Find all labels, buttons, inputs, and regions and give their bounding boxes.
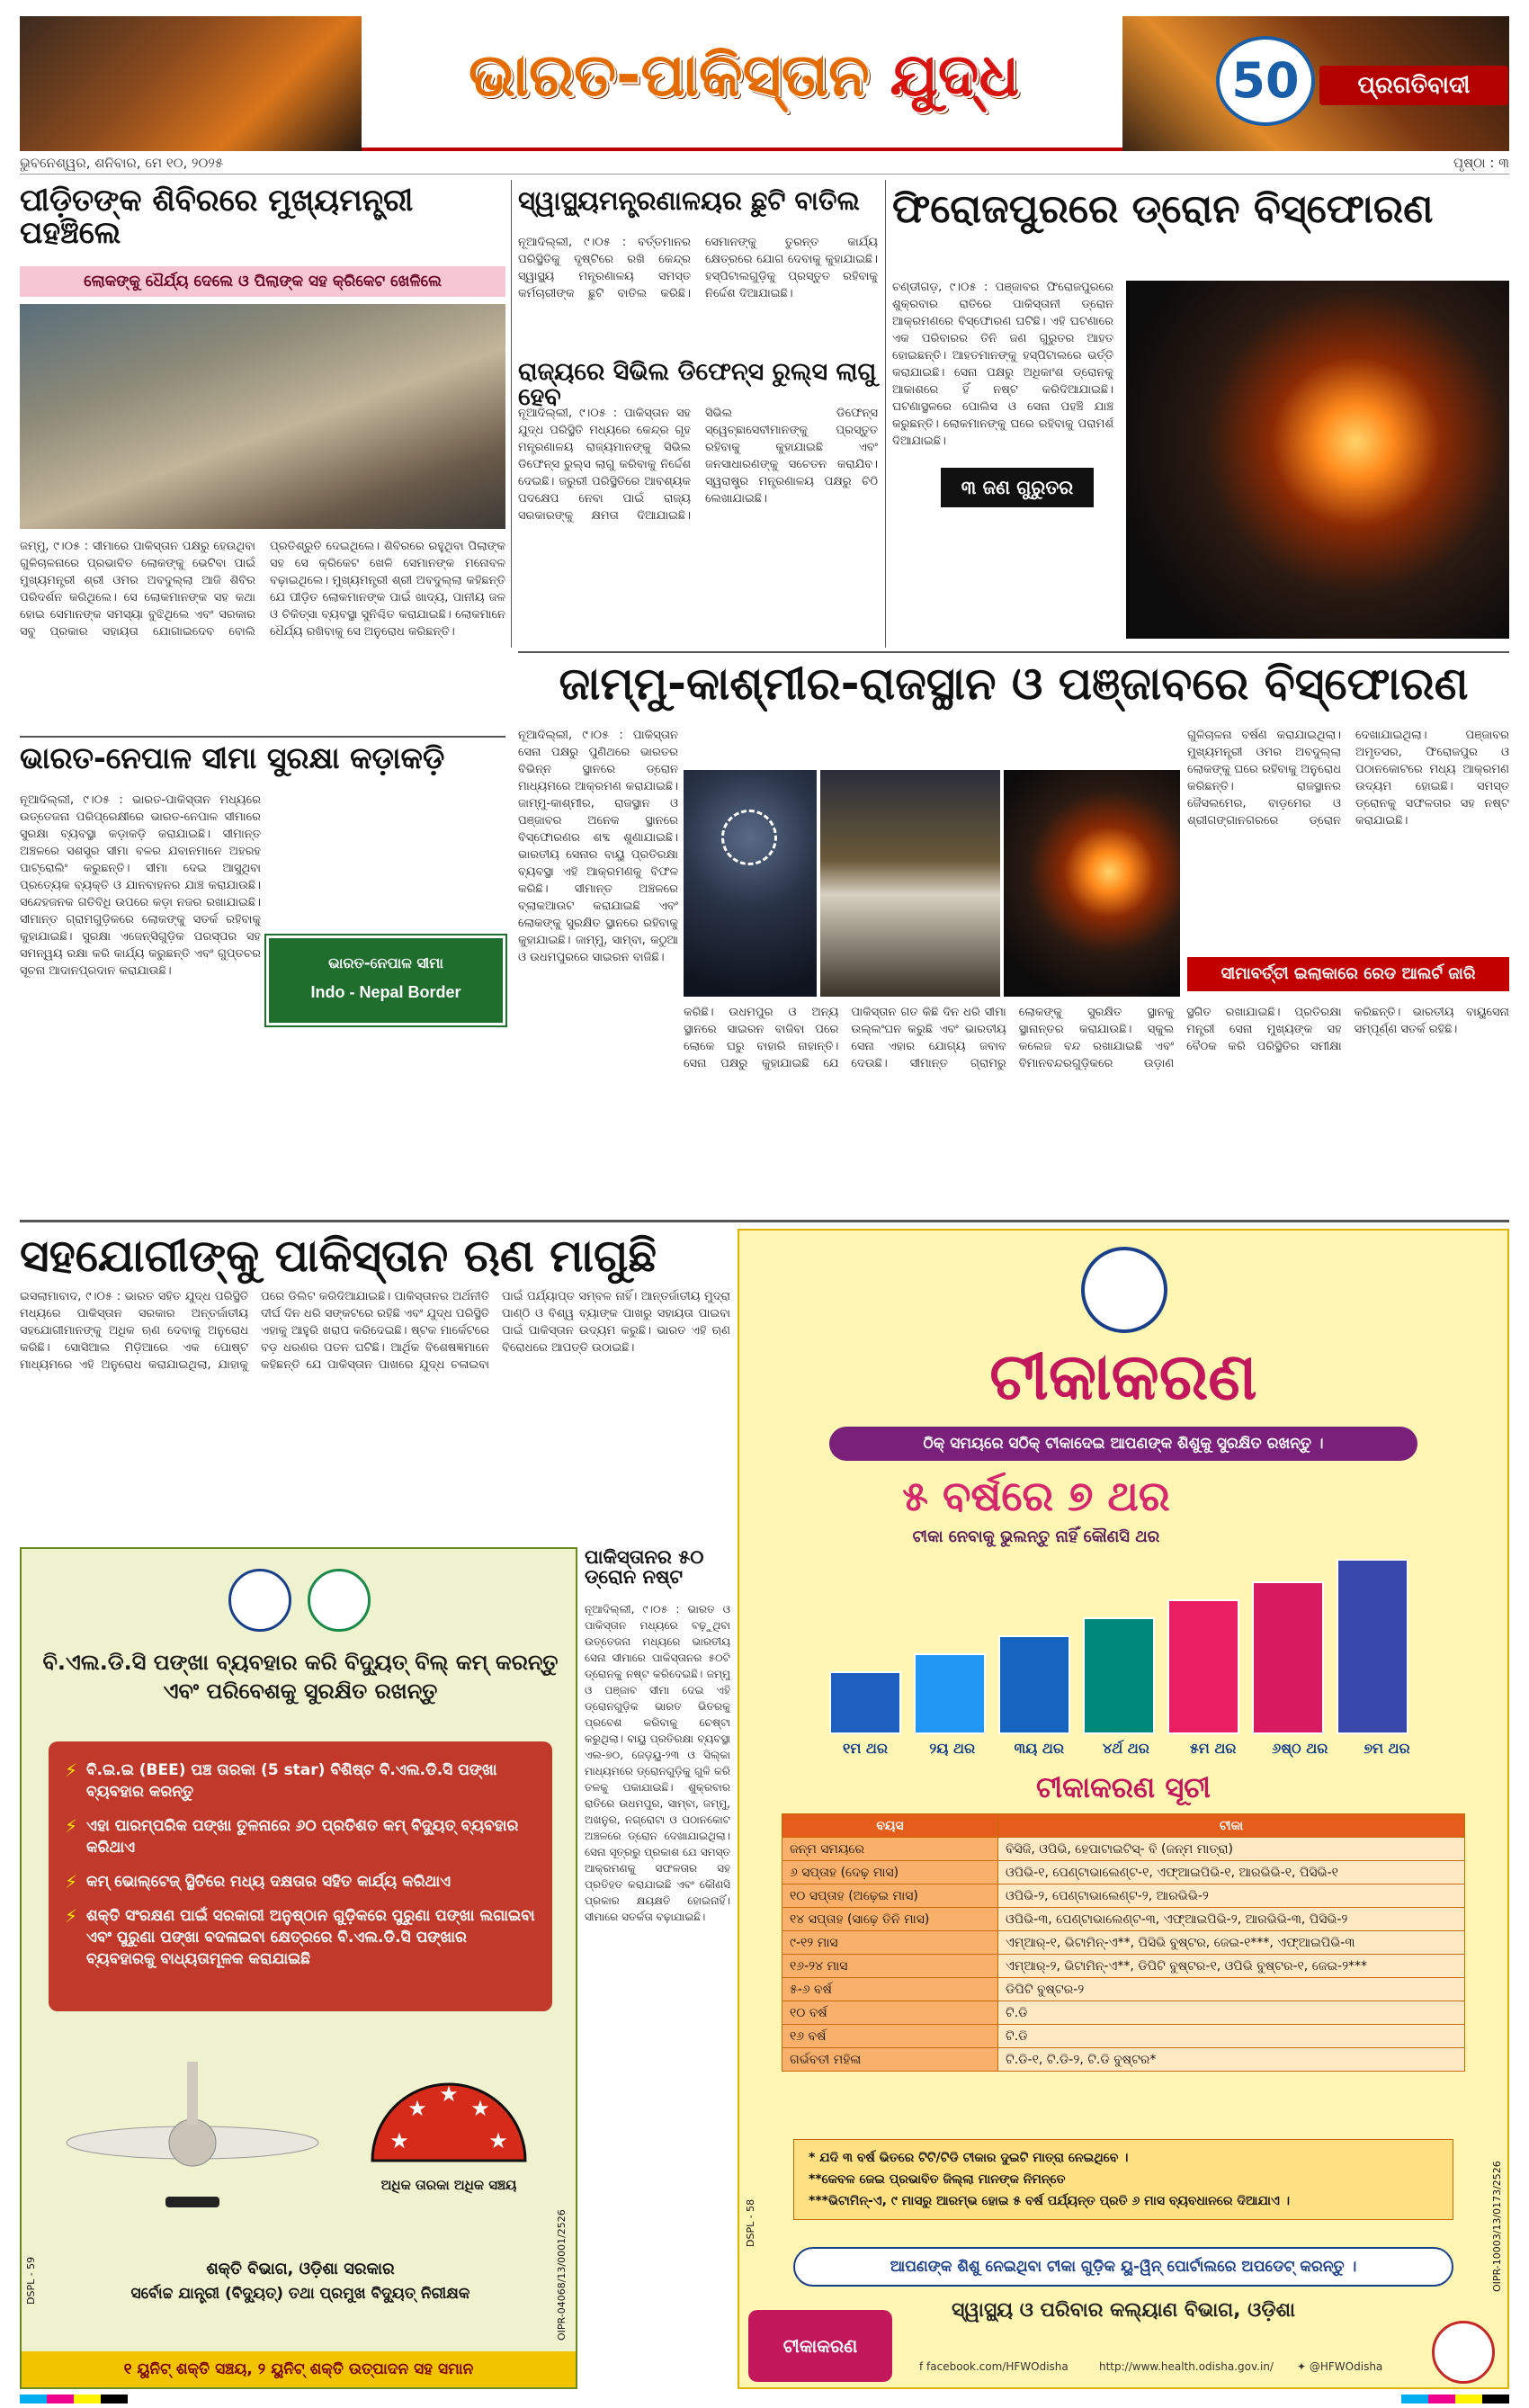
cell-vaccine: ଏମ୍ଆର୍-୨, ଭିଟାମିନ୍-ଏ**, ଡିପିଟି ବୁଷ୍ଟର-୧, ଓପିଭି ବୁଷ୍ଟର-୧, ଜେଇ-୨*** <box>998 1955 1465 1978</box>
table-row <box>782 1884 1465 1908</box>
ad-vaccination <box>738 1229 1509 2389</box>
uwin-banner: ଆପଣଙ୍କ ଶିଶୁ ନେଇଥିବା ଟୀକା ଗୁଡ଼ିକ ୟୁ-ୱିନ୍ ପୋର୍ଟାଲରେ ଅପଡେଟ୍ କରନ୍ତୁ । <box>793 2247 1453 2287</box>
schedule-title: ଟୀକାକରଣ ସୂଚୀ <box>1036 1770 1211 1804</box>
twitter-icon: ✦ <box>1297 2360 1310 2373</box>
energy-dept-logo-icon <box>308 1569 371 1632</box>
tikakaran-logo: ଟୀକାକରଣ <box>748 2310 892 2382</box>
column-rule <box>885 180 886 648</box>
round-label: ୧ମ ଥର <box>843 1740 888 1757</box>
five-star-rating-icon <box>363 2062 534 2170</box>
body-jk-left-2 <box>518 1004 678 1218</box>
ad-fan-bullet <box>65 1871 536 1893</box>
headline-civil-defence: ରାଜ୍ୟରେ ସିଭିଲ ଡିଫେନ୍ସ ରୁଲ୍ସ ଲାଗୁ ହେବ <box>518 358 877 412</box>
cell-age: ଜନ୍ମ ସମୟରେ <box>782 1838 998 1861</box>
cell-age: ୯-୧୨ ମାସ <box>782 1931 998 1955</box>
ceiling-fan-image <box>58 2053 327 2224</box>
table-row <box>782 1838 1465 1861</box>
round-label: ୨ୟ ଥର <box>929 1740 976 1757</box>
cell-vaccine: ଟି.ଡି <box>998 2001 1465 2025</box>
round-label: ୫ମ ଥର <box>1189 1740 1237 1757</box>
round-6-card <box>1252 1581 1324 1734</box>
lightning-icon: ⚡ <box>65 1905 78 1927</box>
nhm-logo-icon <box>1432 2321 1495 2384</box>
ad-vaccine-tagline: ଠିକ୍ ସମୟରେ ସଠିକ୍ ଟୀକାଦେଇ ଆପଣଙ୍କ ଶିଶୁକୁ ସୁରକ୍ଷିତ ରଖନ୍ତୁ । <box>829 1427 1417 1461</box>
ad-fan-bullet <box>65 1815 536 1858</box>
body-ferozepur-drone: ଚଣ୍ଡୀଗଡ଼, ୯।୦୫ : ପଞ୍ଜାବର ଫିରୋଜପୁରରେ ଶୁକ୍ରବାର ରାତିରେ ପାକିସ୍ତାନୀ ଡ୍ରୋନ ଆକ୍ରମଣରେ ବିସ୍ଫୋରଣ ଘଟିଛି। ଏହି ଘଟଣାରେ ଏକ ପରିବାରର ତିନି ଜଣ ଗୁରୁତର ଆହତ ହୋଇଛନ୍ତି। ଆହତମାନଙ୍କୁ ହସ୍ପିଟାଲରେ ଭର୍ତ୍ତି କରାଯାଇଛି। ସେନା ପକ୍ଷରୁ ଅଧିକାଂଶ ଡ୍ରୋନକୁ ଆକାଶରେ ହିଁ ନଷ୍ଟ କରିଦିଆଯାଇଛି। ଘଟଣାସ୍ଥଳରେ ପୋଲିସ ଓ ସେନା ପହଞ୍ଚି ଯାଞ୍ଚ କରୁଛନ୍ତି। ଲୋକମାନଙ୍କୁ ଘରେ ରହିବାକୁ ପରାମର୍ଶ ଦିଆଯାଇଛି। <box>892 281 1113 448</box>
svg-text:★: ★ <box>389 2128 409 2153</box>
label-red-alert: ସୀମାବର୍ତ୍ତୀ ଇଲାକାରେ ରେଡ ଆଲର୍ଟ ଜାରି <box>1187 957 1509 991</box>
svg-text:★: ★ <box>407 2096 427 2121</box>
twitter-link[interactable]: ✦ @HFWOdisha <box>1297 2360 1383 2373</box>
vaccine-rounds-chart <box>829 1554 1423 1734</box>
color-registration-bar <box>20 2395 128 2404</box>
headline-ferozepur-drone: ଫିରୋଜପୁରରେ ଡ୍ରୋନ ବିସ୍ଫୋରଣ <box>892 186 1434 232</box>
masthead-title <box>362 32 1126 118</box>
round-label: ୩ୟ ଥର <box>1014 1740 1065 1757</box>
ad-vaccine-code-right: OIPR-10003/13/0173/2526 <box>1491 2161 1503 2292</box>
sign-text-odia: ଭାରତ-ନେପାଳ ସୀମା <box>328 954 443 971</box>
ad-vaccine-small-line: ଟୀକା ନେବାକୁ ଭୁଲନ୍ତୁ ନାହିଁ କୌଣସି ଥର <box>912 1527 1160 1546</box>
table-row <box>782 1931 1465 1955</box>
body-cm-visit: ଜମ୍ମୁ, ୯।୦୫ : ସୀମାରେ ପାକିସ୍ତାନ ପକ୍ଷରୁ ହେଉଥିବା ଗୁଳିଚାଳନାରେ ପ୍ରଭାବିତ ଲୋକଙ୍କୁ ଭେଟିବା ପାଇଁ ମୁଖ୍ୟମନ୍ତ୍ରୀ ଶ୍ରୀ ଓମର ଅବଦୁଲ୍ଲା ଆଜି ଶିବିର ପରିଦର୍ଶନ କରିଥିଲେ। ସେ ଲୋକମାନଙ୍କ ସହ କଥା ହୋଇ ସେମାନଙ୍କ ସମସ୍ୟା ବୁଝିଥିଲେ ଏବଂ ସରକାର ସବୁ ପ୍ରକାର ସହାୟତା ଯୋଗାଇଦେବ ବୋଲି ପ୍ରତିଶ୍ରୁତି ଦେଇଥିଲେ। ଶିବିରରେ ରହୁଥିବା ପିଲାଙ୍କ ସହ ସେ କ୍ରିକେଟ ଖେଳି ସେମାନଙ୍କ ମନୋବଳ ବଢ଼ାଇଥିଲେ। ମୁଖ୍ୟମନ୍ତ୍ରୀ ଶ୍ରୀ ଅବଦୁଲ୍ଲା କହିଛନ୍ତି ଯେ ପୀଡ଼ିତ ଲୋକମାନଙ୍କ ପାଇଁ ଖାଦ୍ୟ, ପାନୀୟ ଜଳ ଓ ଚିକିତ୍ସା ବ୍ୟବସ୍ଥା ସୁନିଶ୍ଚିତ କରାଯାଇଛି। ଲୋକମାନେ ଧୈର୍ଯ୍ୟ ରଖିବାକୁ ସେ ଅନୁରୋଧ କରିଛନ୍ତି। <box>20 540 505 639</box>
table-header-row <box>782 1814 1465 1838</box>
round-7-card <box>1337 1559 1408 1734</box>
ad-vaccine-dept: ସ୍ୱାସ୍ଥ୍ୟ ଓ ପରିବାର କଲ୍ୟାଣ ବିଭାଗ, ଓଡ଼ିଶା <box>951 2299 1296 2322</box>
body-nepal-border: ନୂଆଦିଲ୍ଲୀ, ୯।୦୫ : ଭାରତ-ପାକିସ୍ତାନ ମଧ୍ୟରେ ଉତ୍ତେଜନା ପରିପ୍ରେକ୍ଷୀରେ ଭାରତ-ନେପାଳ ସୀମାରେ ସୁରକ୍ଷା ବ୍ୟବସ୍ଥା କଡ଼ାକଡ଼ି କରାଯାଇଛି। ସୀମାନ୍ତ ଅଞ୍ଚଳରେ ସଶସ୍ତ୍ର ସୀମା ବଳର ଯବାନମାନେ ଅହରହ ପାଟ୍ରୋଲିଂ କରୁଛନ୍ତି। ସୀମା ଦେଇ ଆସୁଥିବା ପ୍ରତ୍ୟେକ ବ୍ୟକ୍ତି ଓ ଯାନବାହନର ଯାଞ୍ଚ କରାଯାଉଛି। ସନ୍ଦେହଜନକ ଗତିବିଧି ଉପରେ କଡ଼ା ନଜର ରଖାଯାଇଛି। ସୀମାନ୍ତ ଗ୍ରାମଗୁଡ଼ିକରେ ଲୋକଙ୍କୁ ସତର୍କ ରହିବାକୁ କୁହାଯାଇଛି। ସୁରକ୍ଷା ଏଜେନ୍ସିଗୁଡ଼ିକ ପରସ୍ପର ସହ ସମନ୍ୱୟ ରକ୍ଷା କରି କାର୍ଯ୍ୟ କରୁଛନ୍ତି ଏବଂ ଗୁପ୍ତଚର ସୂଚନା ଆଦାନପ୍ରଦାନ କରାଯାଉଛି। <box>20 793 261 978</box>
ad-bldc-fan <box>20 1547 577 2389</box>
cell-age: ୬ ସପ୍ତାହ (ଦେଢ଼ ମାସ) <box>782 1861 998 1884</box>
headline-jk-explosions: ଜାମ୍ମୁ-କାଶ୍ମୀର-ରାଜସ୍ଥାନ ଓ ପଞ୍ଜାବରେ ବିସ୍ଫୋରଣ <box>559 658 1469 710</box>
header-vaccine: ଟୀକା <box>998 1814 1465 1838</box>
round-3-card <box>998 1635 1070 1734</box>
masthead-jets-image <box>20 16 362 151</box>
divider <box>20 1220 1509 1222</box>
dateline <box>20 155 1509 175</box>
subhead-cm-visit: ଲୋକଙ୍କୁ ଧୈର୍ଯ୍ୟ ଦେଲେ ଓ ପିଲାଙ୍କ ସହ କ୍ରିକେଟ ଖେଳିଲେ <box>20 266 505 297</box>
note-line: * ଯଦି ୩ ବର୍ଷ ଭିତରେ ଟିଟି/ଟିଡି ଟୀକାର ଦୁଇଟି ମାତ୍ରା ନେଇଥିବେ । <box>809 2151 1129 2165</box>
ad-fan-bullet-text: ଶକ୍ତି ସଂରକ୍ଷଣ ପାଇଁ ସରକାରୀ ଅନୁଷ୍ଠାନ ଗୁଡ଼ିକରେ ପୁରୁଣା ପଙ୍ଖା ଲଗାଇବା ଏବଂ ପୁରୁଣା ପଙ୍ଖା ବଦଳାଇବା କ୍ଷେତ୍ରରେ ବି.ଏଲ.ଡି.ସି ପଙ୍ଖାର ବ୍ୟବହାରକୁ ବାଧ୍ୟତାମୂଳକ କରାଯାଇଛି <box>86 1907 535 1968</box>
website-link[interactable]: http://www.health.odisha.gov.in/ <box>1099 2360 1274 2373</box>
headline-50-drones: ପାକିସ୍ତାନର ୫୦ ଡ୍ରୋନ ନଷ୍ଟ <box>585 1546 704 1589</box>
headline-health-leave: ସ୍ୱାସ୍ଥ୍ୟମନ୍ତ୍ରଣାଳୟର ଛୁଟି ବାତିଲ <box>518 185 860 216</box>
cell-age: ୫-୬ ବର୍ଷ <box>782 1978 998 2001</box>
cell-vaccine: ଡିପିଟି ବୁଷ୍ଟର-୨ <box>998 1978 1465 2001</box>
facebook-icon: f <box>919 2360 927 2373</box>
round-label: ୬ଷ୍ଠ ଥର <box>1272 1740 1328 1757</box>
masthead <box>20 16 1509 151</box>
cell-vaccine: ଏମ୍ଆର୍-୧, ଭିଟାମିନ୍-ଏ**, ପିସିଭି ବୁଷ୍ଟର, ଜେଇ-୧***, ଏଫ୍ଆଇପିଭି-୩ <box>998 1931 1465 1955</box>
ad-vaccine-code-left: DSPL - 58 <box>745 2198 756 2247</box>
body-jk-right: ଗୁଳିଚାଳନା ବର୍ଷଣ କରାଯାଇଥିଲା। ମୁଖ୍ୟମନ୍ତ୍ରୀ ଓମର ଅବଦୁଲ୍ଲା ଲୋକଙ୍କୁ ଘରେ ରହିବାକୁ ଅନୁରୋଧ କରିଛନ୍ତି। ରାଜସ୍ଥାନର ଜୈସଲମେର, ବାଡ଼ମେର ଓ ଶ୍ରୀଗଙ୍ଗାନଗରରେ ଡ୍ରୋନ ଦେଖାଯାଇଥିଲା। ପଞ୍ଜାବର ଅମୃତସର, ଫିରୋଜପୁର ଓ ପଠାନକୋଟରେ ମଧ୍ୟ ଆକ୍ରମଣ ଉଦ୍ୟମ ହୋଇଛି। ସମସ୍ତ ଡ୍ରୋନକୁ ସଫଳତାର ସହ ନଷ୍ଟ କରାଯାଇଛି। <box>1187 729 1509 828</box>
body-pakistan-loan: ଇସଲାମାବାଦ, ୯।୦୫ : ଭାରତ ସହିତ ଯୁଦ୍ଧ ପରିସ୍ଥିତି ମଧ୍ୟରେ ପାକିସ୍ତାନ ସରକାର ଅନ୍ତର୍ଜାତୀୟ ସହଯୋଗୀମାନଙ୍କୁ ଅଧିକ ଋଣ ଦେବାକୁ ଅନୁରୋଧ କରିଛି। ସୋସିଆଲ ମିଡ଼ିଆରେ ଏକ ପୋଷ୍ଟ ମାଧ୍ୟମରେ ଏହି ଅନୁରୋଧ କରାଯାଇଥିଲା, ଯାହାକୁ ପରେ ଡିଲିଟ କରିଦିଆଯାଇଛି। ପାକିସ୍ତାନର ଅର୍ଥନୀତି ଦୀର୍ଘ ଦିନ ଧରି ସଙ୍କଟରେ ରହିଛି ଏବଂ ଯୁଦ୍ଧ ପରିସ୍ଥିତି ଏହାକୁ ଆହୁରି ଖରାପ କରିଦେଇଛି। ଷ୍ଟକ ମାର୍କେଟରେ ବଡ଼ ଧରଣର ପତନ ଘଟିଛି। ଆର୍ଥିକ ବିଶେଷଜ୍ଞମାନେ କହିଛନ୍ତି ଯେ ପାକିସ୍ତାନ ପାଖରେ ଯୁଦ୍ଧ ଚଳାଇବା ପାଇଁ ପର୍ଯ୍ୟାପ୍ତ ସମ୍ବଳ ନାହିଁ। ଆନ୍ତର୍ଜାତୀୟ ମୁଦ୍ରା ପାଣ୍ଠି ଓ ବିଶ୍ୱ ବ୍ୟାଙ୍କ ପାଖରୁ ସହାୟତା ପାଇବା ପାଇଁ ପାକିସ୍ତାନ ଉଦ୍ୟମ କରୁଛି। ଭାରତ ଏହି ଋଣ ବିରୋଧରେ ଆପତ୍ତି ଉଠାଇଛି। <box>20 1290 730 1372</box>
photo-drone-fire <box>1126 281 1509 639</box>
photo-building-blast <box>820 770 1000 997</box>
round-1-card <box>829 1671 901 1734</box>
ad-fan-title: ବି.ଏଲ.ଡି.ସି ପଙ୍ଖା ବ୍ୟବହାର କରି ବିଦ୍ୟୁତ୍ ବିଲ୍ କମ୍ କରନ୍ତୁ ଏବଂ ପରିବେଶକୁ ସୁରକ୍ଷିତ ରଖନ୍ତୁ <box>42 1650 559 1704</box>
lightning-icon: ⚡ <box>65 1871 78 1893</box>
cell-vaccine: ଓପିଭି-୧, ପେଣ୍ଟାଭାଲେଣ୍ଟ-୧, ଏଫ୍ଆଇପିଭି-୧, ଆରଭିଭି-୧, ପିସିଭି-୧ <box>998 1861 1465 1884</box>
svg-text:★: ★ <box>488 2128 508 2153</box>
cell-age: ୧୬ ବର୍ଷ <box>782 2025 998 2048</box>
cell-vaccine: ଓପିଭି-୨, ପେଣ୍ଟାଭାଲେଣ୍ଟ-୨, ଆରଭିଭି-୨ <box>998 1884 1465 1908</box>
svg-text:★: ★ <box>439 2081 459 2107</box>
dateline-place-date: ଭୁବନେଶ୍ୱର, ଶନିବାର, ମେ ୧୦, ୨୦୨୫ <box>20 155 224 171</box>
photo-night-fire <box>1004 770 1180 997</box>
page-number: ପୃଷ୍ଠା : ୩ <box>1453 155 1509 171</box>
cell-vaccine: ବିସିଜି, ଓପିଭି, ହେପାଟାଇଟିସ୍- ବି (ଜନ୍ମ ମାତ୍ରା) <box>998 1838 1465 1861</box>
sign-text-english: Indo - Nepal Border <box>310 983 461 1001</box>
ad-fan-bullet-text: କମ୍ ଭୋଲ୍ଟେଜ୍ ସ୍ଥିତିରେ ମଧ୍ୟ ଦକ୍ଷତାର ସହିତ କାର୍ଯ୍ୟ କରିଥାଏ <box>86 1873 452 1891</box>
vaccine-schedule-table <box>782 1813 1465 2072</box>
ad-fan-bullet-text: ଏହା ପାରମ୍ପରିକ ପଙ୍ଖା ତୁଳନାରେ ୬୦ ପ୍ରତିଶତ କମ୍ ବିଦ୍ୟୁତ୍ ବ୍ୟବହାର କରିଥାଏ <box>86 1817 519 1857</box>
ad-vaccine-big-line: ୫ ବର୍ଷରେ ୭ ଥର <box>902 1472 1170 1520</box>
header-age: ବୟସ <box>782 1814 998 1838</box>
cell-vaccine: ଟି.ଡି-୧, ଟି.ଡି-୨, ଟି.ଡି ବୁଷ୍ଟର* <box>998 2048 1465 2072</box>
table-row <box>782 1978 1465 2001</box>
body-50-drones: ନୂଆଦିଲ୍ଲୀ, ୯।୦୫ : ଭାରତ ଓ ପାକିସ୍ତାନ ମଧ୍ୟରେ ବଢ଼ୁଥିବା ଉତ୍ତେଜନା ମଧ୍ୟରେ ଭାରତୀୟ ସେନା ସୀମାରେ ପାକିସ୍ତାନର ୫୦ଟି ଡ୍ରୋନକୁ ନଷ୍ଟ କରିଦେଇଛି। ଜମ୍ମୁ ଓ ପଞ୍ଜାବ ସୀମା ଦେଇ ଏହି ଡ୍ରୋନଗୁଡ଼ିକ ଭାରତ ଭିତରକୁ ପ୍ରବେଶ କରିବାକୁ ଚେଷ୍ଟା କରୁଥିଲା। ବାୟୁ ପ୍ରତିରକ୍ଷା ବ୍ୟବସ୍ଥା ଏଲ-୭୦, ଜେଡ଼ୟୁ-୨୩ ଓ ସିଲ୍କା ମାଧ୍ୟମରେ ଡ୍ରୋନଗୁଡ଼ିକୁ ଗୁଳି କରି ତଳକୁ ପକାଯାଇଛି। ଶୁକ୍ରବାର ରାତିରେ ଉଧମପୁର, ସାମ୍ବା, ଜମ୍ମୁ, ଅଖନୁର, ନଗ୍ରୋଟା ଓ ପଠାନକୋଟ ଅଞ୍ଚଳରେ ଡ୍ରୋନ ଦେଖାଯାଇଥିଲା। ସେନା ସୂତ୍ରରୁ ପ୍ରକାଶ ଯେ ସମସ୍ତ ଆକ୍ରମଣକୁ ସଫଳତାର ସହ ପ୍ରତିହତ କରାଯାଇଛି ଏବଂ କୌଣସି ପ୍ରକାର କ୍ଷୟକ୍ଷତି ହୋଇନାହିଁ। ସୀମାରେ ସତର୍କତା ବଢ଼ାଯାଇଛି। <box>585 1603 730 1923</box>
table-row <box>782 1861 1465 1884</box>
cell-age: ୧୬-୨୪ ମାସ <box>782 1955 998 1978</box>
facebook-link[interactable]: f facebook.com/HFWOdisha <box>919 2360 1069 2373</box>
ad-fan-dept2: ସର୍ବୋଚ୍ଚ ଯାନ୍ତ୍ରୀ (ବିଦ୍ୟୁତ୍) ତଥା ପ୍ରମୁଖ ବିଦ୍ୟୁତ୍ ନିରୀକ୍ଷକ <box>130 2285 470 2303</box>
round-label: ୪ର୍ଥ ଥର <box>1103 1740 1149 1757</box>
photo-night-sky <box>684 770 817 997</box>
brand-logo: ପ୍ରଗତିବାଦୀ <box>1319 66 1508 105</box>
table-row <box>782 1908 1465 1931</box>
body-jk-left: ନୂଆଦିଲ୍ଲୀ, ୯।୦୫ : ପାକିସ୍ତାନ ସେନା ପକ୍ଷରୁ ପୁଣିଥରେ ଭାରତର ବିଭିନ୍ନ ସ୍ଥାନରେ ଡ୍ରୋନ ମାଧ୍ୟମରେ ଆକ୍ରମଣ କରାଯାଇଛି। ଜାମ୍ମୁ-କାଶ୍ମୀର, ରାଜସ୍ଥାନ ଓ ପଞ୍ଜାବର ଅନେକ ସ୍ଥାନରେ ବିସ୍ଫୋରଣର ଶବ୍ଦ ଶୁଣାଯାଇଛି। ଭାରତୀୟ ସେନାର ବାୟୁ ପ୍ରତିରକ୍ଷା ବ୍ୟବସ୍ଥା ଏହି ଆକ୍ରମଣକୁ ବିଫଳ କରିଛି। ସୀମାନ୍ତ ଅଞ୍ଚଳରେ ବ୍ଲାକଆଉଟ କରାଯାଇଛି ଏବଂ ଲୋକଙ୍କୁ ସୁରକ୍ଷିତ ସ୍ଥାନରେ ରହିବାକୁ କୁହାଯାଇଛି। ଜାମ୍ମୁ, ସାମ୍ବା, କଠୁଆ ଓ ଉଧମପୁରରେ ସାଇରନ ବାଜିଛି। <box>518 729 678 964</box>
cell-vaccine: ଓପିଭି-୩, ପେଣ୍ଟାଭାଲେଣ୍ଟ-୩, ଏଫ୍ଆଇପିଭି-୨, ଆରଭିଭି-୩, ପିସିଭି-୨ <box>998 1908 1465 1931</box>
note-line: ***ଭିଟାମିନ୍-ଏ, ୯ ମାସରୁ ଆରମ୍ଭ ହୋଇ ୫ ବର୍ଷ ପର୍ଯ୍ୟନ୍ତ ପ୍ରତି ୬ ମାସ ବ୍ୟବଧାନରେ ଦିଆଯାଏ । <box>809 2194 1291 2208</box>
divider <box>20 736 505 738</box>
label-injured: ୩ ଜଣ ଗୁରୁତର <box>941 468 1094 507</box>
round-5-card <box>1167 1599 1239 1734</box>
nepal-border-sign <box>266 935 505 1025</box>
drone-highlight-circle <box>721 810 777 865</box>
stars-caption: ଅଧିକ ତାରକା ଅଧିକ ସଞ୍ଚୟ <box>380 2177 517 2193</box>
ad-fan-bullet <box>65 1905 536 1970</box>
headline-pakistan-loan: ସହଯୋଗୀଙ୍କୁ ପାକିସ୍ତାନ ଋଣ ମାଗୁଛି <box>20 1230 657 1282</box>
table-row <box>782 2001 1465 2025</box>
ad-fan-dept: ଶକ୍ତି ବିଭାଗ, ଓଡ଼ିଶା ସରକାର <box>206 2260 395 2278</box>
body-civil-defence: ନୂଆଦିଲ୍ଲୀ, ୯।୦୫ : ପାକିସ୍ତାନ ସହ ଯୁଦ୍ଧ ପରିସ୍ଥିତି ମଧ୍ୟରେ କେନ୍ଦ୍ର ଗୃହ ମନ୍ତ୍ରଣାଳୟ ରାଜ୍ୟମାନଙ୍କୁ ସିଭିଲ ଡିଫେନ୍ସ ରୁଲ୍ସ ଲାଗୁ କରିବାକୁ ନିର୍ଦ୍ଦେଶ ଦେଇଛି। ଜରୁରୀ ପରିସ୍ଥିତିରେ ଆବଶ୍ୟକ ପଦକ୍ଷେପ ନେବା ପାଇଁ ରାଜ୍ୟ ସରକାରଙ୍କୁ କ୍ଷମତା ଦିଆଯାଇଛି। ସିଭିଲ ଡିଫେନ୍ସ ସ୍ୱେଚ୍ଛାସେବୀମାନଙ୍କୁ ପ୍ରସ୍ତୁତ ରହିବାକୁ କୁହାଯାଇଛି ଏବଂ ଜନସାଧାରଣଙ୍କୁ ସଚେତନ କରାଯିବ। ସ୍ୱରାଷ୍ଟ୍ର ମନ୍ତ୍ରଣାଳୟ ପକ୍ଷରୁ ଚିଠି ଲେଖାଯାଇଛି। <box>518 407 878 523</box>
round-label: ୭ମ ଥର <box>1364 1740 1410 1757</box>
cell-vaccine: ଟି.ଡି <box>998 2025 1465 2048</box>
vaccine-round-labels <box>829 1740 1423 1758</box>
body-health-leave: ନୂଆଦିଲ୍ଲୀ, ୯।୦୫ : ବର୍ତ୍ତମାନର ପରିସ୍ଥିତିକୁ ଦୃଷ୍ଟିରେ ରଖି କେନ୍ଦ୍ର ସ୍ୱାସ୍ଥ୍ୟ ମନ୍ତ୍ରଣାଳୟ ସମସ୍ତ କର୍ମଚାରୀଙ୍କ ଛୁଟି ବାତିଲ କରିଛି। ସେମାନଙ୍କୁ ତୁରନ୍ତ କାର୍ଯ୍ୟ କ୍ଷେତ୍ରରେ ଯୋଗ ଦେବାକୁ କୁହାଯାଇଛି। ହସ୍ପିଟାଲଗୁଡ଼ିକୁ ପ୍ରସ୍ତୁତ ରହିବାକୁ ନିର୍ଦ୍ଦେଶ ଦିଆଯାଇଛି। <box>518 236 878 300</box>
lightning-icon: ⚡ <box>65 1815 78 1837</box>
note-line: **କେବଳ ଜେଇ ପ୍ରଭାବିତ ଜିଲ୍ଲା ମାନଙ୍କ ନିମନ୍ତେ <box>809 2172 1066 2187</box>
color-registration-bar <box>1401 2395 1509 2404</box>
ad-fan-code-left: DSPL - 59 <box>25 2256 37 2305</box>
ad-fan-footer: ୧ ୟୁନିଟ୍ ଶକ୍ତି ସଞ୍ଚୟ, ୨ ୟୁନିଟ୍ ଶକ୍ତି ଉତ୍ପାଦନ ସହ ସମାନ <box>22 2351 576 2387</box>
ad-vaccine-title: ଟୀକାକରଣ <box>989 1338 1257 1414</box>
round-2-card <box>914 1653 986 1734</box>
ad-fan-bullet-box <box>49 1741 552 2011</box>
odisha-govt-emblem-icon <box>228 1569 291 1632</box>
cell-age: ୧୦ ବର୍ଷ <box>782 2001 998 2025</box>
column-rule <box>511 180 512 648</box>
body-jk-bottom: କରିଛି। ଉଧମପୁର ଓ ଅନ୍ୟ ସ୍ଥାନରେ ସାଇରନ ବାଜିବା ପରେ ଲୋକେ ଘରୁ ବାହାରି ନାହାନ୍ତି। ସେନା ପକ୍ଷରୁ କୁହାଯାଇଛି ଯେ ପାକିସ୍ତାନ ଗତ କିଛି ଦିନ ଧରି ସୀମା ଉଲ୍ଲଂଘନ କରୁଛି ଏବଂ ଭାରତୀୟ ସେନା ଏହାର ଯୋଗ୍ୟ ଜବାବ ଦେଉଛି। ସୀମାନ୍ତ ଗ୍ରାମରୁ ଲୋକଙ୍କୁ ସୁରକ୍ଷିତ ସ୍ଥାନକୁ ସ୍ଥାନାନ୍ତର କରାଯାଉଛି। ସ୍କୁଲ କଲେଜ ବନ୍ଦ ରଖାଯାଇଛି ଏବଂ ବିମାନବନ୍ଦରଗୁଡ଼ିକରେ ଉଡ଼ାଣ ସ୍ଥଗିତ ରଖାଯାଇଛି। ପ୍ରତିରକ୍ଷା ମନ୍ତ୍ରୀ ସେନା ମୁଖ୍ୟଙ୍କ ସହ ବୈଠକ କରି ପରିସ୍ଥିତିର ସମୀକ୍ଷା କରିଛନ୍ତି। ଭାରତୀୟ ବାୟୁସେନା ସମ୍ପୂର୍ଣ୍ଣ ସତର୍କ ରହିଛି। <box>684 1006 1509 1070</box>
cell-age: ୧୦ ସପ୍ତାହ (ଅଢ଼େଇ ମାସ) <box>782 1884 998 1908</box>
headline-cm-visit: ପୀଡ଼ିତଙ୍କ ଶିବିରରେ ମୁଖ୍ୟମନ୍ତ୍ରୀ ପହଞ୍ଚିଲେ <box>20 183 414 251</box>
photo-cm-camp <box>20 304 505 529</box>
cell-age: ଗର୍ଭବତୀ ମହିଳା <box>782 2048 998 2072</box>
ad-fan-bullet <box>65 1759 536 1803</box>
lightning-icon: ⚡ <box>65 1759 78 1781</box>
table-row <box>782 2048 1465 2072</box>
ad-fan-code-right: OIPR-04068/13/0001/2526 <box>556 2209 568 2341</box>
round-4-card <box>1083 1617 1155 1734</box>
table-row <box>782 2025 1465 2048</box>
schedule-notes <box>793 2139 1453 2220</box>
headline-nepal-border: ଭାରତ-ନେପାଳ ସୀମା ସୁରକ୍ଷା କଡ଼ାକଡ଼ି <box>20 740 445 775</box>
table-row <box>782 1955 1465 1978</box>
body-nepal-border-2 <box>266 792 505 928</box>
divider <box>518 651 1509 653</box>
odisha-govt-emblem-icon <box>1081 1247 1167 1333</box>
masthead-title-part1: ଭାରତ-ପାକିସ୍ତାନ <box>468 40 870 110</box>
ad-fan-bullet-text: ବି.ଇ.ଇ (BEE) ପଞ୍ଚ ତାରକା (5 star) ବିଶିଷ୍ଟ ବି.ଏଲ.ଡି.ସି ପଙ୍ଖା ବ୍ୟବହାର କରନ୍ତୁ <box>86 1761 497 1801</box>
anniversary-badge: 50 <box>1216 36 1315 126</box>
cell-age: ୧୪ ସପ୍ତାହ (ସାଢ଼େ ତିନି ମାସ) <box>782 1908 998 1931</box>
masthead-title-part2: ଯୁଦ୍ଧ <box>890 40 1020 110</box>
svg-text:★: ★ <box>470 2096 490 2121</box>
